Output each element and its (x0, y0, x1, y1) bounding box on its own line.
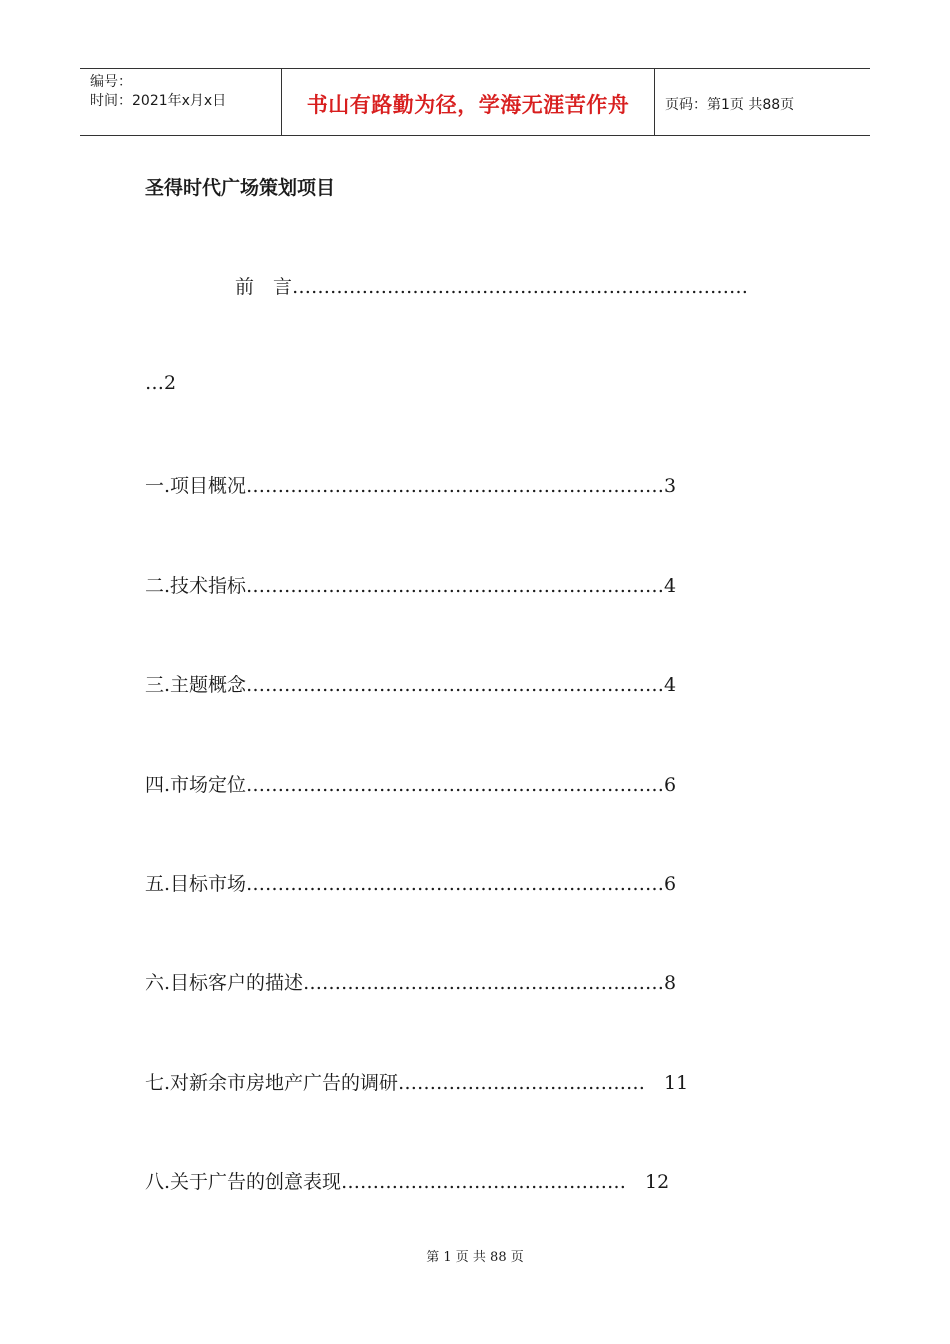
toc-entry-preface-page: …2 (145, 372, 177, 394)
document-number-label: 编号： (90, 74, 132, 90)
toc-entry-4: 四.市场定位…………………………………………………………6 (145, 774, 677, 796)
page-footer: 第 1 页 共 88 页 (426, 1250, 524, 1265)
toc-entry-3: 三.主题概念…………………………………………………………4 (145, 674, 677, 696)
toc-entry-6: 六.目标客户的描述…………………………………………………8 (145, 972, 677, 994)
toc-entry-1: 一.项目概况…………………………………………………………3 (145, 475, 677, 497)
toc-entry-2: 二.技术指标…………………………………………………………4 (145, 575, 677, 597)
toc-entry-8: 八.关于广告的创意表现……………………………………… 12 (145, 1171, 670, 1193)
header-motto: 书山有路勤为径，学海无涯苦作舟 (306, 93, 630, 117)
toc-entry-7: 七.对新余市房地产广告的调研………………………………… 11 (145, 1072, 689, 1094)
document-title: 圣得时代广场策划项目 (145, 177, 336, 199)
page-header (80, 68, 870, 136)
document-time: 时间：2021年x月x日 (90, 93, 227, 109)
header-page-info: 页码：第1页 共88页 (665, 97, 795, 113)
header-motto-cell (282, 69, 655, 135)
toc-entry-5: 五.目标市场…………………………………………………………6 (145, 873, 677, 895)
toc-entry-preface: 前 言……………………………………………………………… (235, 276, 749, 298)
header-meta (80, 69, 282, 135)
